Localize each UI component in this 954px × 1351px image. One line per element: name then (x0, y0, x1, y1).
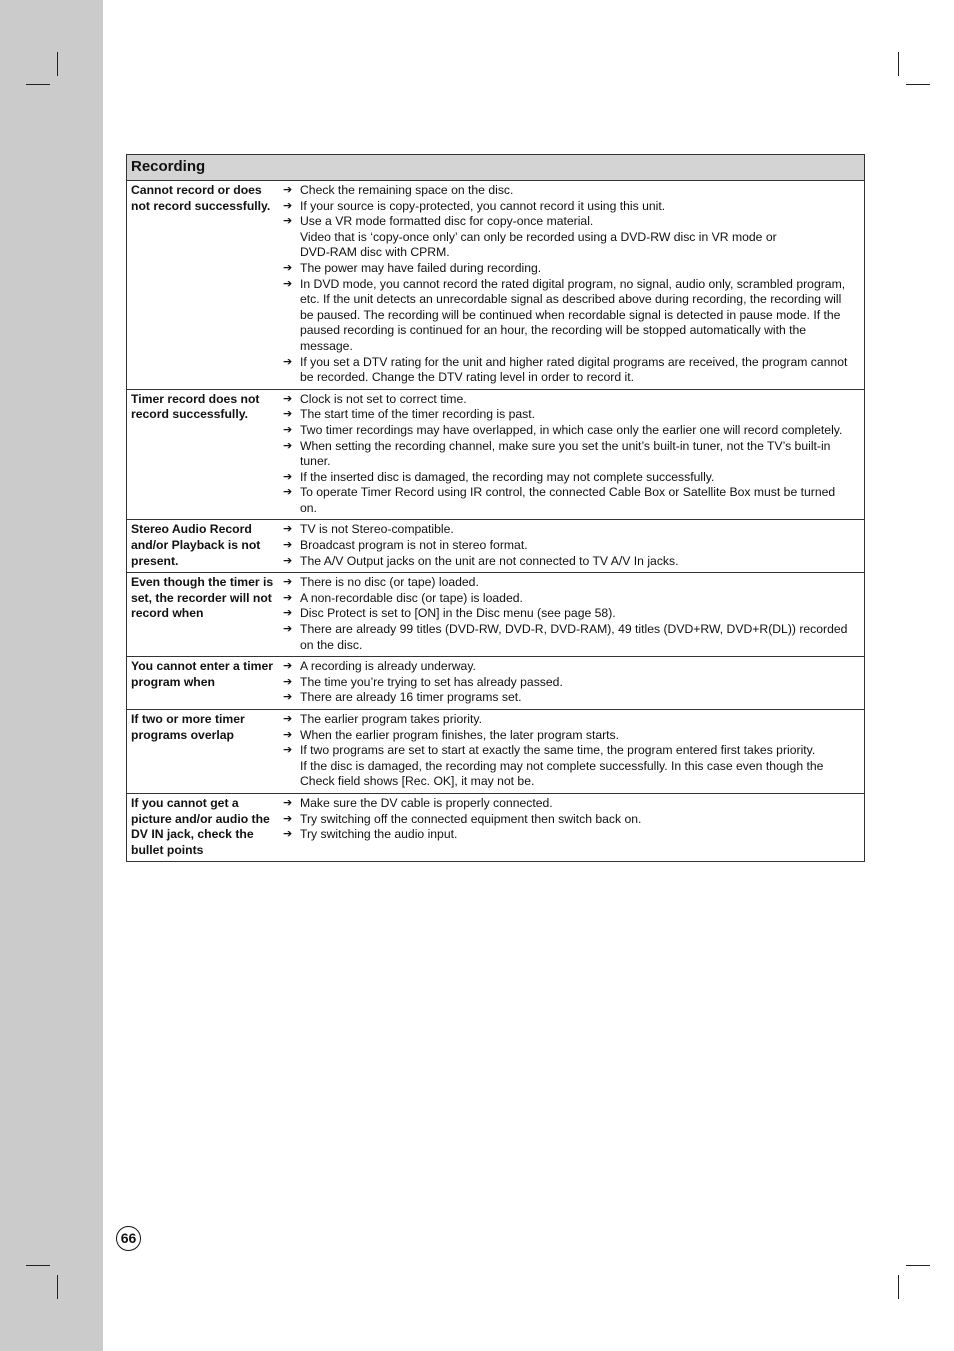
cause-text: In DVD mode, you cannot record the rated digital program, no signal, audio only, scrambled program, etc. If the unit detects an unrecordable signal as described above during recording, the recording will be paused. The recording will be continued when recordable signal is detected in pause mode. If the paused recording is continued for an hour, the recording will be stopped automatically with the message. (300, 276, 846, 353)
arrow-right-icon: ➔ (283, 691, 293, 704)
cause-item (281, 675, 854, 691)
table-row (127, 572, 864, 656)
arrow-right-icon: ➔ (283, 713, 293, 725)
cause-text: The power may have failed during recording. (300, 260, 542, 275)
cause-text: TV is not Stereo-compatible. (300, 522, 454, 537)
cause-item (281, 554, 854, 570)
cause-text: Check the remaining space on the disc. (300, 183, 514, 197)
cause-text: If your source is copy-protected, you cannot record it using this unit. (300, 198, 666, 213)
arrow-right-icon: ➔ (283, 523, 293, 536)
arrow-right-icon: ➔ (283, 744, 293, 757)
table-row (127, 793, 864, 861)
cause-text: There is no disc (or tape) loaded. (300, 575, 479, 590)
arrow-right-icon: ➔ (283, 439, 293, 452)
arrow-right-icon: ➔ (283, 623, 293, 636)
arrow-right-icon: ➔ (283, 828, 293, 841)
crop-mark (57, 1275, 58, 1299)
arrow-right-icon: ➔ (283, 392, 293, 405)
crop-mark (898, 52, 899, 76)
arrow-right-icon: ➔ (283, 423, 293, 436)
cause-text: The start time of the timer recording is past. (300, 407, 536, 422)
cause-item (281, 812, 854, 828)
section-header: Recording (127, 155, 864, 181)
arrow-right-icon: ➔ (283, 261, 293, 274)
cause-list (281, 392, 864, 517)
arrow-right-icon: ➔ (283, 675, 293, 688)
arrow-right-icon: ➔ (283, 576, 293, 589)
problem-label: If two or more timer programs overlap (131, 712, 245, 742)
problem-label: You cannot enter a timer program when (131, 659, 273, 689)
crop-mark (898, 1275, 899, 1299)
arrow-right-icon: ➔ (283, 539, 293, 552)
cause-text: A recording is already underway. (300, 659, 476, 674)
cause-item (281, 712, 854, 728)
cause-text: Use a VR mode formatted disc for copy-once material. Video that is ‘copy-once only’ can only be recorded using a DVD-RW disc in VR mode or DVD-RAM disc with CPRM. (300, 214, 777, 260)
cause-text: The A/V Output jacks on the unit are not connected to TV A/V In jacks. (300, 553, 679, 568)
cause-item (281, 470, 854, 486)
cause-text: When setting the recording channel, make sure you set the unit’s built-in tuner, not the TV’s built-in tuner. (300, 438, 831, 469)
cause-text: Try switching off the connected equipment then switch back on. (300, 811, 642, 826)
table-row (127, 519, 864, 572)
cause-item (281, 690, 854, 706)
cause-item (281, 827, 854, 843)
cause-text: There are already 99 titles (DVD-RW, DVD-R, DVD-RAM), 49 titles (DVD+RW, DVD+R(DL)) recorded on the disc. (300, 622, 848, 652)
page-number: 66 (116, 1226, 141, 1251)
cause-item (281, 423, 854, 439)
table-row (127, 656, 864, 709)
cause-item (281, 728, 854, 744)
crop-mark (26, 1265, 50, 1266)
cause-text: If the inserted disc is damaged, the recording may not complete successfully. (300, 469, 715, 484)
cause-item (281, 183, 854, 199)
table-row (127, 181, 864, 389)
cause-item (281, 522, 854, 538)
cause-text: To operate Timer Record using IR control, the connected Cable Box or Satellite Box must be turned on. (300, 485, 836, 515)
cause-text: There are already 16 timer programs set. (300, 690, 522, 705)
cause-list (281, 796, 864, 858)
cause-item (281, 796, 854, 812)
cause-list (281, 522, 864, 569)
troubleshooting-table (126, 154, 865, 862)
cause-item (281, 622, 854, 653)
arrow-right-icon: ➔ (283, 470, 293, 483)
arrow-right-icon: ➔ (283, 660, 293, 673)
problem-label: Even though the timer is set, the recorder will not record when (131, 575, 274, 621)
arrow-right-icon: ➔ (283, 812, 293, 825)
cause-text: The time you’re trying to set has already passed. (300, 674, 563, 689)
crop-mark (906, 84, 930, 85)
crop-mark (26, 84, 50, 85)
problem-label: Timer record does not record successfully. (131, 391, 260, 422)
table-row (127, 709, 864, 793)
arrow-right-icon: ➔ (283, 199, 293, 212)
cause-item (281, 277, 854, 355)
crop-mark (906, 1265, 930, 1266)
problem-label: If you cannot get a picture and/or audio the DV IN jack, check the bullet points (131, 795, 270, 857)
cause-item (281, 606, 854, 622)
cause-list (281, 183, 864, 386)
cause-text: A non-recordable disc (or tape) is loaded. (300, 590, 523, 605)
cause-list (281, 659, 864, 706)
arrow-right-icon: ➔ (283, 277, 293, 290)
problem-label: Cannot record or does not record successfully. (131, 183, 271, 213)
arrow-right-icon: ➔ (283, 607, 293, 620)
table-row (127, 389, 864, 520)
cause-item (281, 355, 854, 386)
arrow-right-icon: ➔ (283, 591, 293, 604)
crop-mark (57, 52, 58, 76)
cause-text: Try switching the audio input. (300, 827, 458, 842)
cause-item (281, 199, 854, 215)
cause-item (281, 485, 854, 516)
cause-item (281, 743, 854, 790)
cause-text: If two programs are set to start at exactly the same time, the program entered first takes priority. If the disc is damaged, the recording may not complete successfully. In this case even though the Check field shows [Rec. OK], it may not be. (300, 743, 824, 789)
table-body (127, 181, 864, 861)
cause-text: Broadcast program is not in stereo format. (300, 538, 528, 553)
cause-text: Clock is not set to correct time. (300, 391, 467, 406)
cause-item (281, 538, 854, 554)
cause-list (281, 575, 864, 653)
cause-text: Disc Protect is set to [ON] in the Disc menu (see page 58). (300, 606, 616, 621)
cause-item (281, 392, 854, 408)
cause-text: The earlier program takes priority. (300, 712, 482, 726)
arrow-right-icon: ➔ (283, 408, 293, 421)
cause-item (281, 575, 854, 591)
problem-label: Stereo Audio Record and/or Playback is not present. (131, 522, 261, 568)
cause-item (281, 659, 854, 675)
arrow-right-icon: ➔ (283, 728, 293, 741)
arrow-right-icon: ➔ (283, 796, 293, 809)
arrow-right-icon: ➔ (283, 486, 293, 499)
cause-list (281, 712, 864, 790)
cause-item (281, 214, 854, 261)
arrow-right-icon: ➔ (283, 355, 293, 368)
cause-text: When the earlier program finishes, the later program starts. (300, 727, 620, 742)
side-margin-strip (0, 0, 103, 1351)
arrow-right-icon: ➔ (283, 215, 293, 228)
cause-item (281, 261, 854, 277)
arrow-right-icon: ➔ (283, 554, 293, 567)
cause-item (281, 591, 854, 607)
cause-item (281, 439, 854, 470)
arrow-right-icon: ➔ (283, 184, 293, 196)
cause-text: Two timer recordings may have overlapped, in which case only the earlier one will record completely. (300, 422, 843, 437)
cause-item (281, 407, 854, 423)
cause-text: Make sure the DV cable is properly connected. (300, 795, 553, 810)
cause-text: If you set a DTV rating for the unit and higher rated digital programs are received, the program cannot be recorded. Change the DTV rating level in order to record it. (300, 354, 848, 385)
